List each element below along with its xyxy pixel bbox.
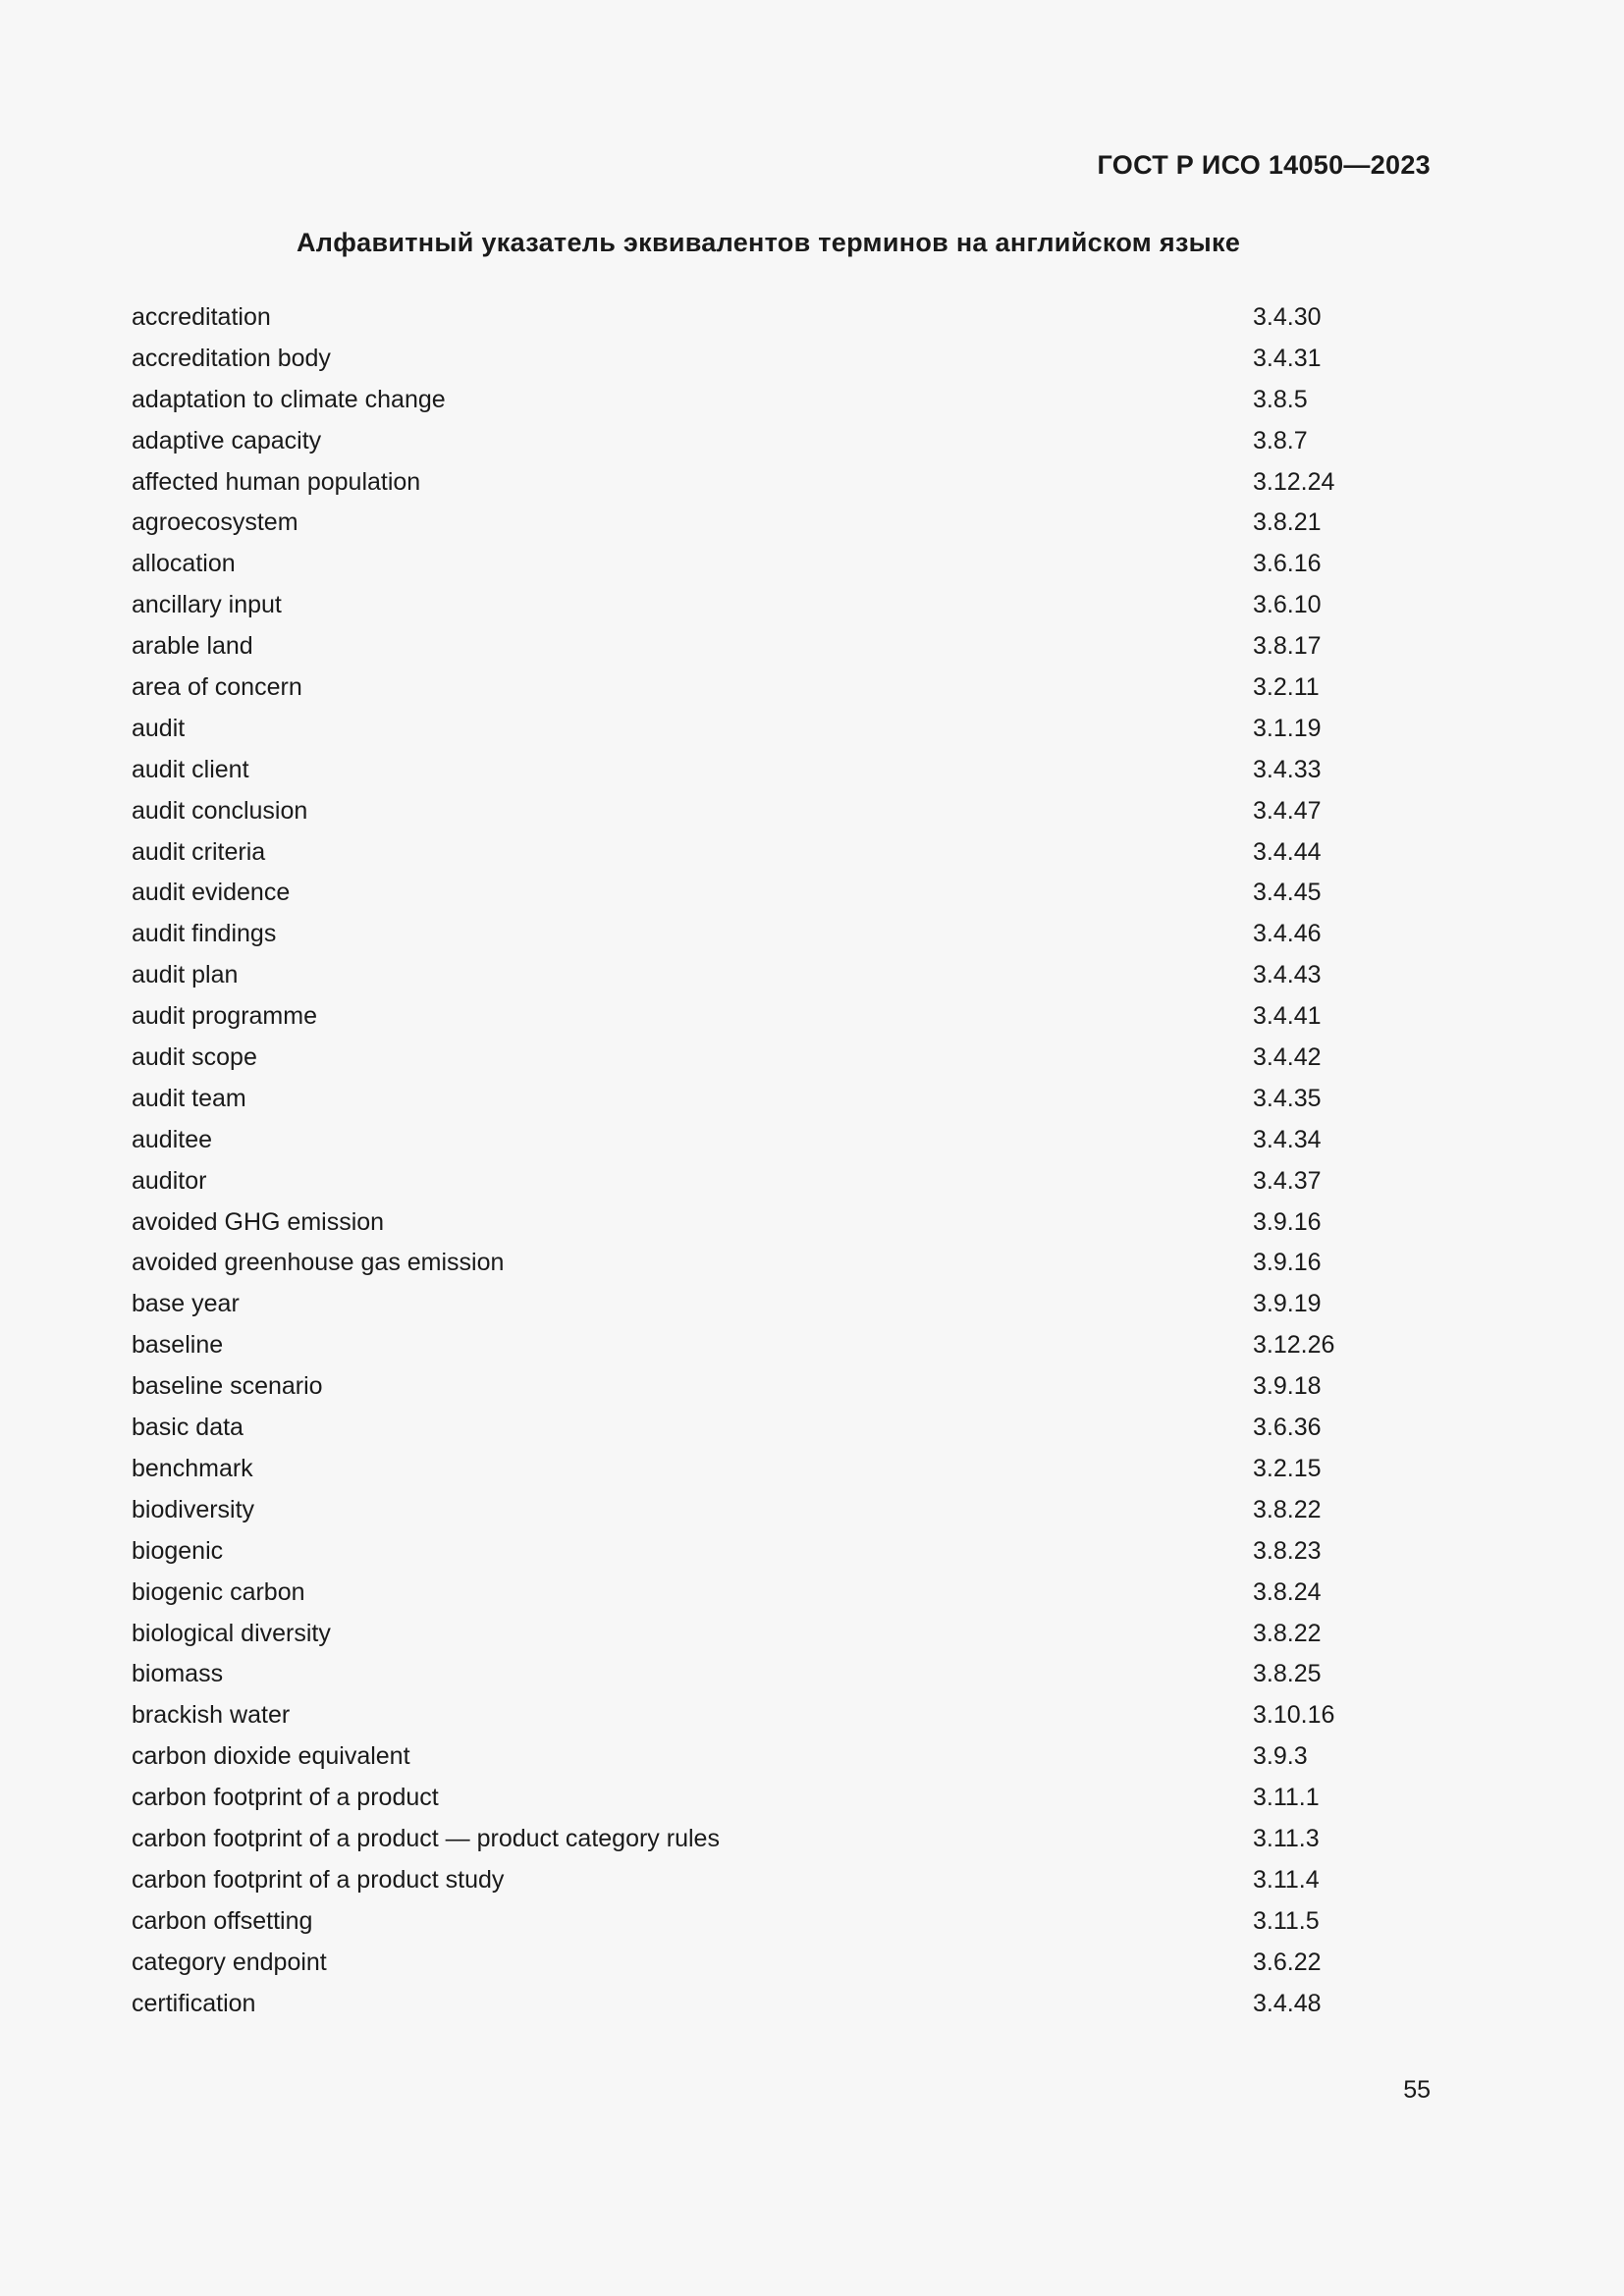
index-term: biomass [132, 1660, 224, 1688]
index-reference: 3.4.35 [1253, 1084, 1322, 1112]
index-reference: 3.8.23 [1253, 1536, 1322, 1565]
index-reference: 3.10.16 [1253, 1701, 1335, 1730]
index-term: audit findings [132, 920, 277, 948]
index-term: biogenic [132, 1536, 224, 1565]
index-row [132, 1408, 1437, 1449]
index-reference: 3.9.19 [1253, 1290, 1322, 1318]
index-term: carbon dioxide equivalent [132, 1742, 410, 1771]
index-reference: 3.12.24 [1253, 467, 1335, 496]
index-reference: 3.12.26 [1253, 1331, 1335, 1360]
index-row [132, 339, 1437, 380]
index-row [132, 1819, 1437, 1860]
index-reference: 3.4.37 [1253, 1166, 1322, 1195]
index-row [132, 996, 1437, 1038]
index-row [132, 1695, 1437, 1736]
index-title: Алфавитный указатель эквивалентов терминов на английском языке [297, 228, 1241, 257]
index-reference: 3.6.16 [1253, 550, 1322, 578]
index-row [132, 1860, 1437, 1901]
index-list [132, 297, 1437, 2024]
index-term: basic data [132, 1414, 244, 1442]
index-term: audit conclusion [132, 796, 308, 825]
index-reference: 3.4.42 [1253, 1043, 1322, 1072]
index-term: adaptive capacity [132, 426, 322, 454]
index-reference: 3.4.43 [1253, 961, 1322, 989]
index-reference: 3.4.46 [1253, 920, 1322, 948]
index-term: auditor [132, 1166, 207, 1195]
index-reference: 3.11.3 [1253, 1824, 1320, 1852]
index-term: ancillary input [132, 591, 282, 619]
index-reference: 3.4.30 [1253, 303, 1322, 331]
index-reference: 3.8.5 [1253, 385, 1308, 413]
index-row [132, 1120, 1437, 1161]
index-row [132, 1449, 1437, 1490]
index-term: avoided GHG emission [132, 1207, 385, 1236]
index-row [132, 832, 1437, 874]
index-row [132, 503, 1437, 544]
index-row [132, 1736, 1437, 1778]
index-row [132, 955, 1437, 996]
index-row [132, 873, 1437, 914]
index-row [132, 1079, 1437, 1120]
index-term: category endpoint [132, 1948, 327, 1976]
index-term: area of concern [132, 673, 302, 702]
index-reference: 3.8.22 [1253, 1495, 1322, 1523]
index-term: biological diversity [132, 1619, 331, 1647]
index-row [132, 1654, 1437, 1695]
index-term: audit team [132, 1084, 246, 1112]
index-reference: 3.8.25 [1253, 1660, 1322, 1688]
index-reference: 3.11.1 [1253, 1784, 1320, 1812]
index-term: affected human population [132, 467, 421, 496]
index-term: avoided greenhouse gas emission [132, 1249, 505, 1277]
index-row [132, 750, 1437, 791]
index-term: audit plan [132, 961, 239, 989]
index-row [132, 1490, 1437, 1531]
index-reference: 3.8.7 [1253, 426, 1308, 454]
index-reference: 3.2.15 [1253, 1454, 1322, 1482]
index-reference: 3.1.19 [1253, 714, 1322, 742]
index-row [132, 1901, 1437, 1943]
index-reference: 3.9.18 [1253, 1372, 1322, 1401]
index-reference: 3.4.31 [1253, 344, 1322, 372]
index-term: audit client [132, 755, 249, 783]
index-row [132, 297, 1437, 339]
index-reference: 3.4.47 [1253, 796, 1322, 825]
index-reference: 3.2.11 [1253, 673, 1320, 702]
index-reference: 3.4.48 [1253, 1989, 1322, 2017]
index-reference: 3.8.22 [1253, 1619, 1322, 1647]
index-reference: 3.8.24 [1253, 1577, 1322, 1606]
index-term: audit criteria [132, 837, 266, 866]
index-row [132, 1243, 1437, 1284]
index-row [132, 1778, 1437, 1819]
index-reference: 3.6.22 [1253, 1948, 1322, 1976]
index-row [132, 1038, 1437, 1079]
index-term: accreditation body [132, 344, 331, 372]
index-row [132, 1614, 1437, 1655]
index-row [132, 380, 1437, 421]
index-row [132, 1161, 1437, 1202]
index-term: audit programme [132, 1002, 317, 1031]
index-row [132, 667, 1437, 709]
index-term: agroecosystem [132, 508, 298, 537]
index-term: audit [132, 714, 186, 742]
index-term: base year [132, 1290, 240, 1318]
index-row [132, 421, 1437, 462]
index-term: arable land [132, 632, 253, 661]
index-term: carbon footprint of a product study [132, 1865, 505, 1894]
index-reference: 3.4.34 [1253, 1125, 1322, 1153]
index-row [132, 791, 1437, 832]
index-row [132, 544, 1437, 585]
document-code: ГОСТ Р ИСО 14050—2023 [1097, 150, 1431, 180]
index-reference: 3.4.41 [1253, 1002, 1322, 1031]
index-term: brackish water [132, 1701, 291, 1730]
index-reference: 3.9.16 [1253, 1207, 1322, 1236]
index-row [132, 1573, 1437, 1614]
index-term: accreditation [132, 303, 271, 331]
index-row [132, 1366, 1437, 1408]
index-term: carbon footprint of a product [132, 1784, 439, 1812]
index-row [132, 462, 1437, 504]
index-row [132, 1325, 1437, 1366]
index-term: carbon footprint of a product — product category rules [132, 1824, 720, 1852]
index-row [132, 1284, 1437, 1325]
index-term: certification [132, 1989, 256, 2017]
index-row [132, 709, 1437, 750]
index-term: biodiversity [132, 1495, 255, 1523]
index-term: adaptation to climate change [132, 385, 446, 413]
index-term: audit evidence [132, 879, 291, 907]
index-row [132, 1531, 1437, 1573]
index-row [132, 914, 1437, 955]
index-term: biogenic carbon [132, 1577, 305, 1606]
index-reference: 3.6.36 [1253, 1414, 1322, 1442]
index-row [132, 626, 1437, 667]
index-reference: 3.4.44 [1253, 837, 1322, 866]
index-row [132, 1202, 1437, 1244]
index-reference: 3.6.10 [1253, 591, 1322, 619]
index-reference: 3.4.45 [1253, 879, 1322, 907]
index-term: allocation [132, 550, 236, 578]
index-row [132, 585, 1437, 626]
index-reference: 3.8.17 [1253, 632, 1322, 661]
index-reference: 3.11.5 [1253, 1906, 1320, 1935]
index-term: baseline [132, 1331, 224, 1360]
index-term: benchmark [132, 1454, 253, 1482]
page-number: 55 [1403, 2076, 1431, 2104]
index-term: carbon offsetting [132, 1906, 313, 1935]
index-reference: 3.4.33 [1253, 755, 1322, 783]
index-reference: 3.8.21 [1253, 508, 1322, 537]
index-reference: 3.11.4 [1253, 1865, 1320, 1894]
index-row [132, 1984, 1437, 2025]
index-reference: 3.9.16 [1253, 1249, 1322, 1277]
index-term: baseline scenario [132, 1372, 323, 1401]
index-reference: 3.9.3 [1253, 1742, 1308, 1771]
index-term: auditee [132, 1125, 213, 1153]
index-row [132, 1943, 1437, 1984]
index-term: audit scope [132, 1043, 257, 1072]
